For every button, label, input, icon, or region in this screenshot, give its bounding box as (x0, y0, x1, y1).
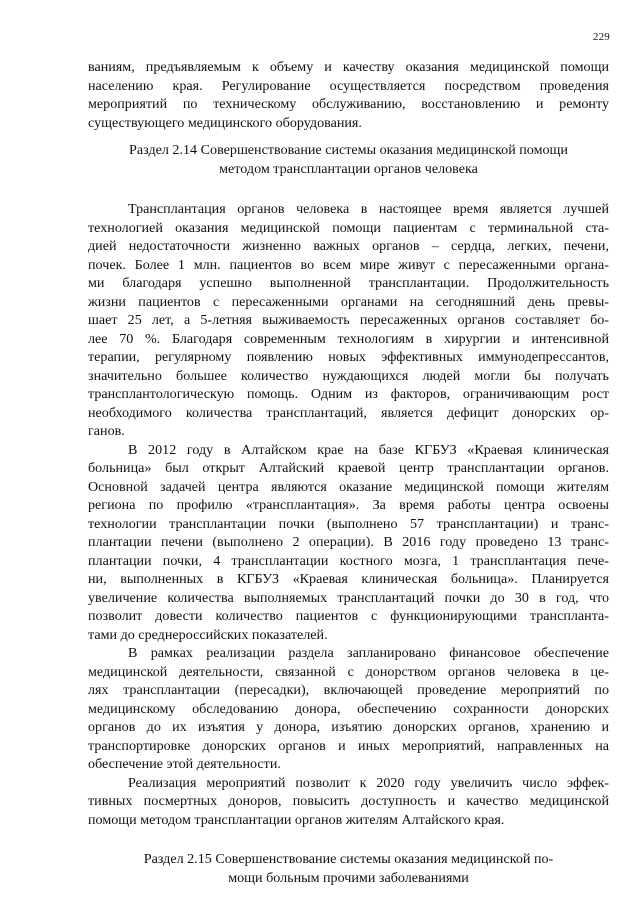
section-2-14-paragraph-1 (88, 200, 609, 441)
text-line: жизни пациентов с пересаженными органами на сегодняшний день превы- (88, 293, 609, 310)
text-line: терапии, регулярному появлению новых эффективных иммунодепрессантов, (88, 349, 609, 365)
text-line: Основной задачей центра являются оказание медицинской помощи жителям (88, 478, 609, 495)
text-line: технологией оказания медицинской помощи пациентам с терминальной ста- (88, 219, 609, 236)
heading-line: методом трансплантации органов человека (219, 160, 478, 177)
text-line: ни, выполненных в КГБУЗ «Краевая клиническая больница». Планируется (88, 571, 609, 587)
text-line: шает 25 лет, а 5-летняя выживаемость пересаженных органов составляет бо- (88, 312, 609, 328)
text-line: мероприятий по техническому обслуживанию, восстановлению и ремонту (88, 96, 609, 112)
text-line: В рамках реализации раздела запланировано финансовое обеспечение (128, 645, 609, 661)
text-line: тами до среднероссийских показателей. (88, 626, 328, 643)
text-line: В 2012 году в Алтайском крае на базе КГБУЗ «Краевая клиническая (128, 441, 609, 458)
text-line: населению края. Регулирование осуществляется посредством проведения (88, 77, 609, 94)
text-line: помощи методом трансплантации органов жителям Алтайского края. (88, 811, 505, 828)
section-2-14-heading (88, 141, 609, 178)
text-line: дией недостаточности жизненно важных органов – сердца, легких, печени, (88, 238, 609, 254)
text-line: необходимого количества трансплантаций, является дефицит донорских ор- (88, 404, 609, 421)
text-line: увеличение количества выполняемых трансплантаций почки до 30 в год, что (88, 589, 609, 606)
text-line: плантации печени (выполнено 2 операции). В 2016 году проведено 13 транс- (88, 534, 609, 550)
text-line: Трансплантация органов человека в настоящее время является лучшей (128, 201, 609, 217)
intro-paragraph (88, 58, 609, 132)
text-line: медицинской деятельности, связанной с донорством органов человека в це- (88, 663, 609, 680)
text-line: тивных посмертных доноров, повысить доступность и качество медицинской (88, 793, 609, 809)
text-line: технологии трансплантации почки (выполнено 57 трансплантации) и транс- (88, 515, 609, 532)
text-line: ваниям, предъявляемым к объему и качеству оказания медицинской помощи (88, 59, 609, 75)
heading-line: Раздел 2.14 Совершенствование системы оказания медицинской помощи (129, 142, 568, 158)
section-2-14-paragraph-4 (88, 774, 609, 830)
text-line: существующего медицинского оборудования. (88, 114, 362, 131)
text-line: ганов. (88, 423, 125, 439)
section-2-15-heading (88, 850, 609, 887)
text-line: лях трансплантации (пересадки), включающей проведение мероприятий по (88, 682, 609, 698)
text-line: больница» был открыт Алтайский краевой центр трансплантации органов. (88, 460, 609, 476)
text-line: ми благодаря успешно выполненной трансплантации. Продолжительность (88, 275, 609, 291)
text-line: медицинскому обследованию донора, обеспечению сохранности донорских (88, 700, 609, 717)
heading-line: Раздел 2.15 Совершенствование системы оказания медицинской по- (143, 851, 554, 867)
section-2-14-paragraph-2 (88, 441, 609, 645)
text-line: лее 70 %. Благодаря современным технологиям в хирургии и интенсивной (88, 330, 609, 347)
text-line: почек. Более 1 млн. пациентов во всем мире живут с пересаженными органа- (88, 256, 609, 273)
text-line: транспортировке донорских органов и иных мероприятий, направленных на (88, 737, 609, 754)
text-line: органов до их изъятия у донора, изъятию донорских органов, хранению и (88, 719, 609, 735)
text-line: Реализация мероприятий позволит к 2020 году увеличить число эффек- (128, 774, 609, 791)
text-line: плантации почки, 4 трансплантации костного мозга, 1 трансплантация пече- (88, 552, 609, 569)
heading-line: мощи больным прочими заболеваниями (228, 869, 469, 886)
text-line: значительно большее количество нуждающихся людей могли бы получать (88, 367, 609, 384)
text-line: позволит довести количество пациентов с функционирующими транспланта- (88, 608, 609, 624)
section-2-14-paragraph-3 (88, 644, 609, 774)
page-content (88, 58, 609, 887)
text-line: трансплантологическую помощь. Одним из факторов, ограничивающим рост (88, 386, 609, 402)
text-line: региона по профилю «трансплантация». За время работы центра освоены (88, 497, 609, 513)
text-line: обеспечение этой деятельности. (88, 756, 281, 772)
page-number: 229 (592, 31, 610, 43)
